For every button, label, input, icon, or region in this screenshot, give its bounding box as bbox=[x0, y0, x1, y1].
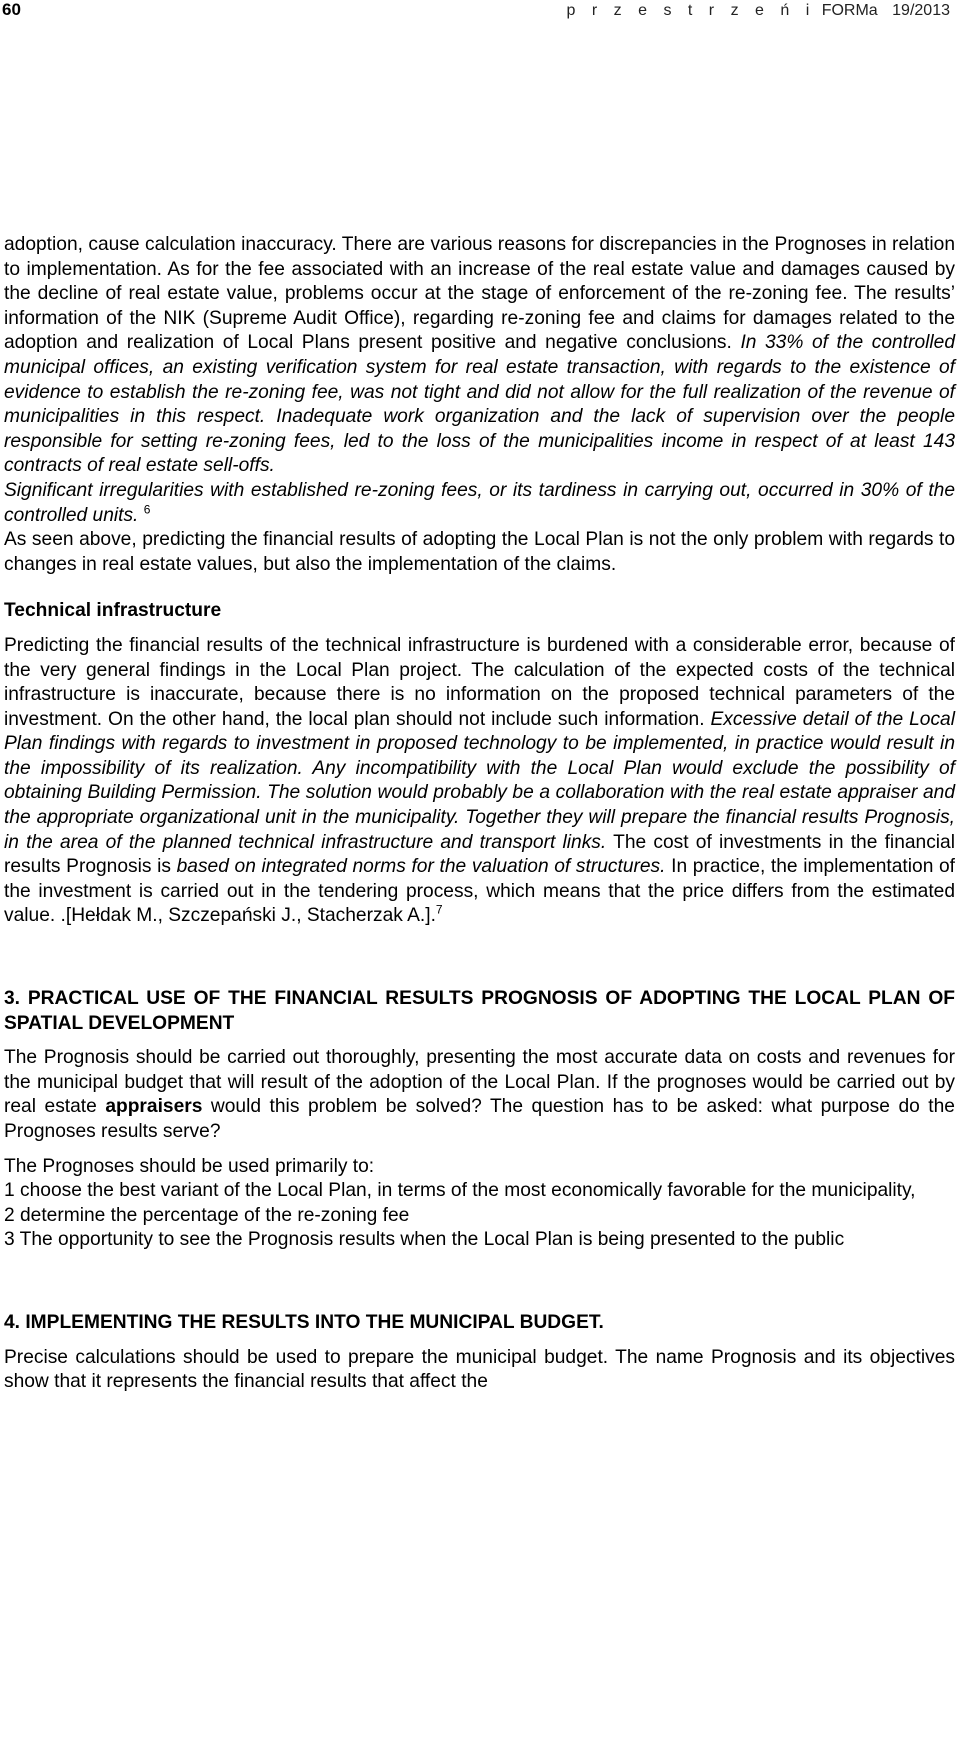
list-intro: The Prognoses should be used primarily to: bbox=[4, 1155, 375, 1177]
paragraph-italic-text: Significant irregularities with established re-zoning fees, or its tardiness in carrying out, occurred in 30% of the controlled units. bbox=[4, 479, 955, 526]
paragraph-text: The Prognosis should be carried out thoroughly, presenting the most accurate data on costs and revenues for the municipal budget that will result of the adoption of the Local Plan. If the prognoses would be carried out by real estate bbox=[4, 1047, 955, 1118]
section-heading-technical: Technical infrastructure bbox=[4, 600, 222, 622]
journal-title-spaced: p r z e s t r z e ń i bbox=[566, 2, 816, 19]
paragraph-prognosis-purpose bbox=[4, 1046, 955, 1144]
paragraph-technical bbox=[4, 634, 955, 929]
journal-name bbox=[567, 2, 950, 20]
list-item: 2 determine the percentage of the re-zoning fee bbox=[4, 1204, 410, 1226]
page-number: 60 bbox=[2, 0, 21, 19]
paragraph-italic-text: In 33% of the controlled municipal offices, an existing verification system for real estate transaction, with regards to the existence of evidence to establish the re-zoning fee, was not tight and did not allow for the full realization of the revenue of municipalities in this respect. Inadequate work organization and the lack of supervision over the people responsible for setting re-zoning fees, led to the loss of the municipalities income in respect of at least 143 contracts of real estate sell-offs. bbox=[4, 332, 955, 477]
footnote-marker: 7 bbox=[435, 903, 443, 918]
journal-issue: 19/2013 bbox=[892, 2, 950, 19]
paragraph-text: Predicting the financial results of the technical infrastructure is burdened with a considerable error, because of the very general findings in the Local Plan project. The calculation of the expected costs of the technical infrastructure is inaccurate, because there is no information on the proposed technical parameters of the investment. On the other hand, the local plan should not include such information. bbox=[4, 634, 955, 730]
paragraph-municipal-budget: Precise calculations should be used to prepare the municipal budget. The name Prognosis and its objectives show that it represents the financial results that affect the bbox=[4, 1346, 955, 1393]
paragraph-text: In practice, the implementation of the investment is carried out in the tendering process, which means that the price differs from the estimated value. .[Hełdak M., Szczepański J., Stacherzak A.]. bbox=[4, 856, 956, 927]
section-heading-practical-use: 3. PRACTICAL USE OF THE FINANCIAL RESULTS PROGNOSIS OF ADOPTING THE LOCAL PLAN OF SPATIAL DEVELOPMENT bbox=[4, 988, 955, 1034]
page-header bbox=[0, 0, 960, 24]
paragraph-italic-text: Excessive detail of the Local Plan findings with regards to investment in proposed technology to be implemented, in practice would result in the impossibility of its realization. Any incompatibility with the Local Plan would exclude the possibility of obtaining Building Permission. The solution would probably be a collaboration with the real estate appraiser and the appropriate organizational unit in the municipality. Together they will prepare the financial results Prognosis, in the area of the planned technical infrastructure and transport links. bbox=[4, 708, 955, 853]
paragraph-irregularities bbox=[4, 479, 955, 528]
article-body bbox=[4, 233, 955, 1395]
paragraph-text: would this problem be solved? The question has to be asked: what purpose do the Prognoses results serve? bbox=[4, 1096, 955, 1142]
footnote-marker: 6 bbox=[143, 502, 151, 517]
paragraph-text: adoption, cause calculation inaccuracy. There are various reasons for discrepancies in the Prognoses in relation to implementation. As for the fee associated with an increase of the real estate value and damages caused by the decline of real estate value, problems occur at the stage of enforcement of the re-zoning fee. The results’ information of the NIK (Supreme Audit Office), regarding re-zoning fee and claims for damages related to the adoption and realization of Local Plans present positive and negative conclusions. bbox=[4, 234, 955, 354]
list-item: 3 The opportunity to see the Prognosis results when the Local Plan is being presented to the public bbox=[4, 1229, 845, 1251]
list-item: 1 choose the best variant of the Local Plan, in terms of the most economically favorable for the municipality, bbox=[4, 1180, 916, 1202]
paragraph-text: The cost of investments in the financial results Prognosis is bbox=[4, 831, 955, 878]
journal-title-forma: FORMa bbox=[821, 2, 878, 19]
paragraph-nik-results bbox=[4, 233, 955, 479]
paragraph-bold-text: appraisers bbox=[105, 1096, 203, 1118]
section-heading-municipal-budget: 4. IMPLEMENTING THE RESULTS INTO THE MUNICIPAL BUDGET. bbox=[4, 1311, 604, 1333]
paragraph-claims: As seen above, predicting the financial results of adopting the Local Plan is not the only problem with regards to changes in real estate values, but also the implementation of the claims. bbox=[4, 529, 955, 575]
paragraph-italic-text: based on integrated norms for the valuation of structures. bbox=[176, 856, 666, 878]
